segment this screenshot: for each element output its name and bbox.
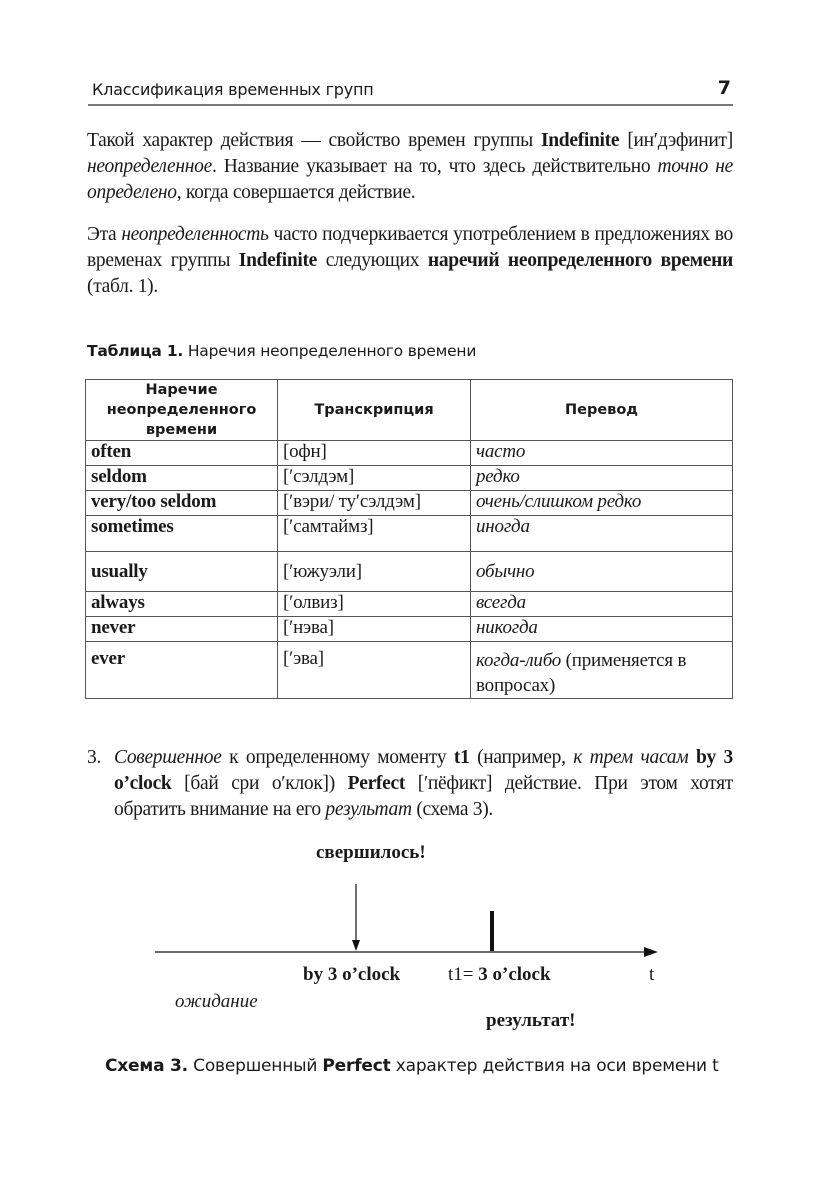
list-number: 3. bbox=[87, 747, 102, 768]
table-row: usually [′южуэли] обычно bbox=[86, 552, 733, 592]
column-header-transcription: Транскрипция bbox=[278, 380, 471, 441]
label-t1: t1= 3 o’clock bbox=[448, 964, 551, 985]
list-item-3 bbox=[87, 745, 733, 823]
paragraph-adverbs-intro: Эта неопределенность часто подчеркивается употреблением в предложениях во временах группы Indefinite следующих наречий неопределенного времени (табл. 1). bbox=[87, 224, 733, 297]
label-completed: свершилось! bbox=[316, 842, 426, 863]
label-by-3-oclock: by 3 o’clock bbox=[303, 964, 401, 985]
label-result: результат! bbox=[486, 1010, 576, 1031]
t1-marker bbox=[490, 911, 494, 951]
label-waiting: ожидание bbox=[175, 991, 258, 1012]
table-row: very/too seldom [′вэри/ ту′сэлдэм] очень/слишком редко bbox=[86, 491, 733, 516]
table-caption-label: Таблица 1. bbox=[87, 342, 184, 360]
list-item-body: Совершенное к определенному моменту t1 (например, к трем часам by 3 o’clock [бай сри о′клок]) Perfect [′пёфикт] действие. При этом хотят обратить внимание на его результат (схема 3). bbox=[114, 747, 733, 820]
paragraph-indefinite-intro: Такой характер действия — свойство времен группы Indefinite [ин′дэфинит] неопределенное. Название указывает на то, что здесь действительно точно не определено, когда совершается действие. bbox=[87, 130, 733, 203]
table-row: always [′олвиз] всегда bbox=[86, 592, 733, 617]
figure-caption: Схема 3. Совершенный Perfect характер действия на оси времени t bbox=[105, 1056, 719, 1076]
column-header-adverb: Наречие неопределенного времени bbox=[86, 380, 278, 441]
term-indefinite: Indefinite bbox=[540, 130, 620, 151]
down-arrow-head-icon bbox=[352, 940, 360, 951]
table-caption: Таблица 1. Наречия неопределенного времени bbox=[87, 342, 477, 360]
table-row: ever [′эва] когда-либо (применяется в вопросах) bbox=[86, 642, 733, 699]
table-header-row bbox=[86, 380, 733, 441]
label-axis-t: t bbox=[649, 964, 655, 985]
table-row: never [′нэва] никогда bbox=[86, 617, 733, 642]
table-row: seldom [′сэлдэм] редко bbox=[86, 466, 733, 491]
time-axis-arrowhead-icon bbox=[644, 947, 658, 957]
page-number: 7 bbox=[717, 77, 731, 99]
adverbs-table bbox=[85, 379, 733, 699]
column-header-translation: Перевод bbox=[471, 380, 733, 441]
figure-caption-label: Схема 3. bbox=[105, 1056, 188, 1076]
table-row: often [офн] часто bbox=[86, 441, 733, 466]
table-row: sometimes [′самтаймз] иногда bbox=[86, 516, 733, 552]
running-header bbox=[88, 78, 733, 106]
chapter-title: Классификация временных групп bbox=[92, 80, 374, 99]
